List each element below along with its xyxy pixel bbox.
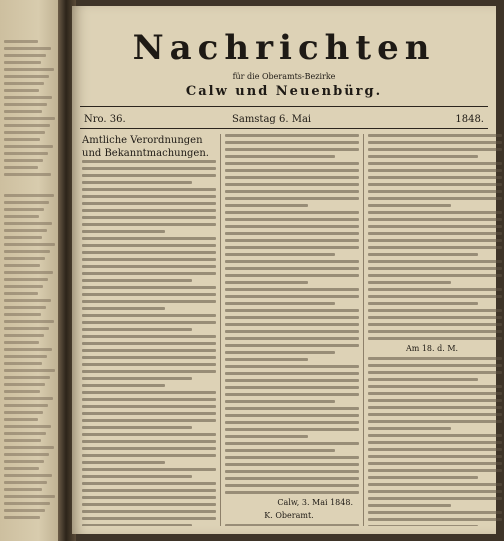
left-page-text-line: [4, 502, 50, 505]
text-line: [368, 232, 502, 235]
text-line: [368, 406, 502, 409]
text-line: [225, 169, 359, 172]
left-page-text-line: [4, 390, 40, 393]
left-page-text-line: [4, 467, 39, 470]
text-line: [82, 356, 216, 359]
column-3-text: [368, 134, 502, 340]
text-line: [82, 468, 216, 471]
text-line: [225, 372, 359, 375]
left-page-text-line: [4, 236, 42, 239]
text-line: [82, 237, 216, 240]
text-line: [225, 267, 359, 270]
header-rule-bottom: [80, 128, 488, 129]
signature-line: K. Oberamt.: [264, 511, 314, 520]
left-page-text-line: [4, 110, 42, 113]
column-divider-1: [220, 134, 221, 526]
left-page-text-line: [4, 446, 54, 449]
text-line: [225, 365, 359, 368]
text-line: [368, 448, 502, 451]
text-line: [82, 398, 216, 401]
text-line: [368, 357, 502, 360]
text-line: [225, 225, 359, 228]
text-line: [368, 497, 502, 500]
text-line: [225, 295, 359, 298]
left-page-text-line: [4, 138, 40, 141]
text-line: [82, 321, 216, 324]
left-page-text-line: [4, 509, 45, 512]
left-page-text-line: [4, 355, 47, 358]
left-page-text-line: [4, 166, 38, 169]
left-page-text-line: [4, 320, 54, 323]
text-line: [82, 510, 216, 513]
text-line: [225, 400, 335, 403]
left-page-text-line: [4, 488, 42, 491]
text-line: [225, 246, 359, 249]
header-rule-top: [80, 106, 488, 107]
left-page-text-line: [4, 89, 39, 92]
left-page-text-line: [4, 103, 47, 106]
newspaper-page: [72, 6, 496, 534]
text-line: [225, 344, 359, 347]
left-page-text-line: [4, 152, 48, 155]
text-line: [368, 274, 502, 277]
left-page-text-line: [4, 432, 46, 435]
text-line: [82, 300, 216, 303]
text-line: [82, 223, 216, 226]
text-line: [82, 328, 192, 331]
text-line: [368, 385, 502, 388]
text-column-3: [368, 134, 502, 526]
text-line: [368, 204, 451, 207]
text-line: [82, 517, 216, 520]
text-line: [225, 155, 335, 158]
left-page-text-line: [4, 75, 49, 78]
text-line: [82, 167, 216, 170]
left-page-text-line: [4, 474, 52, 477]
text-line: [82, 160, 216, 163]
text-line: [368, 253, 478, 256]
left-page-text-line: [4, 131, 45, 134]
text-line: [225, 442, 359, 445]
text-line: [368, 309, 502, 312]
text-line: [368, 518, 502, 521]
left-page-text-line: [4, 40, 38, 43]
text-line: [368, 504, 451, 507]
text-line: [368, 364, 502, 367]
text-line: [225, 232, 359, 235]
text-line: [368, 267, 502, 270]
text-line: [225, 253, 335, 256]
text-line: [225, 190, 359, 193]
text-line: [225, 162, 359, 165]
left-page-text-line: [4, 460, 44, 463]
left-page-text-line: [4, 194, 54, 197]
issue-date: Samstag 6. Mai: [232, 114, 312, 125]
text-column-1: [82, 134, 216, 526]
text-line: [82, 195, 216, 198]
text-line: [82, 454, 216, 457]
text-line: [82, 384, 165, 387]
left-page-text-line: [4, 306, 46, 309]
text-line: [225, 524, 359, 526]
left-page-text-line: [4, 68, 54, 71]
left-page-text-line: [4, 418, 38, 421]
text-line: [225, 141, 359, 144]
text-line: [368, 330, 502, 333]
text-line: [225, 337, 359, 340]
text-line: [82, 216, 216, 219]
masthead-subtitle: für die Oberamts-Bezirke: [232, 72, 336, 81]
place-date-line: Calw, 3. Mai 1848.: [277, 498, 353, 507]
text-line: [368, 511, 502, 514]
text-line: [225, 379, 359, 382]
text-line: [368, 218, 502, 221]
text-line: [82, 475, 192, 478]
text-line: [225, 428, 359, 431]
masthead-places: Calw und Neuenbürg.: [185, 84, 383, 99]
text-line: [82, 314, 216, 317]
text-line: [82, 265, 216, 268]
left-page-text-line: [4, 54, 46, 57]
text-line: [225, 323, 359, 326]
text-line: [82, 496, 216, 499]
text-line: [368, 162, 502, 165]
issue-number: Nro. 36.: [84, 114, 126, 125]
left-page-text-line: [4, 348, 52, 351]
left-page-text-line: [4, 516, 40, 519]
text-line: [82, 447, 216, 450]
text-line: [225, 134, 359, 137]
text-line: [368, 483, 502, 486]
masthead-title: Nachrichten: [132, 28, 436, 68]
text-line: [225, 484, 359, 487]
text-line: [368, 399, 502, 402]
left-page-text-line: [4, 376, 50, 379]
text-line: [82, 363, 216, 366]
text-line: [82, 342, 216, 345]
text-line: [82, 181, 192, 184]
text-line: [225, 358, 308, 361]
left-page-text-line: [4, 208, 44, 211]
section-heading: Amtliche Verordnungen und Bekanntmachungen.: [82, 135, 209, 159]
left-page-text-line: [4, 327, 49, 330]
text-line: [368, 469, 502, 472]
text-line: [82, 293, 216, 296]
text-line: [368, 476, 478, 479]
text-line: [368, 225, 502, 228]
text-line: [225, 316, 359, 319]
text-line: [82, 272, 216, 275]
text-line: [225, 239, 359, 242]
text-line: [225, 435, 308, 438]
text-line: [225, 470, 359, 473]
text-line: [82, 230, 165, 233]
text-line: [368, 239, 502, 242]
text-line: [82, 405, 216, 408]
left-page-edge: [0, 0, 64, 541]
left-page-text-line: [4, 124, 50, 127]
left-page-text-line: [4, 439, 41, 442]
text-line: [82, 433, 216, 436]
left-page-text-line: [4, 159, 43, 162]
left-page-text-line: [4, 243, 55, 246]
text-line: [225, 148, 359, 151]
left-page-text-line: [4, 264, 40, 267]
text-line: [82, 188, 216, 191]
text-line: [368, 176, 502, 179]
text-line: [225, 302, 335, 305]
left-page-text-line: [4, 201, 49, 204]
text-line: [225, 183, 359, 186]
text-line: [225, 414, 359, 417]
text-line: [225, 274, 359, 277]
text-column-2: [225, 134, 359, 526]
text-line: [368, 378, 478, 381]
text-line: [225, 218, 359, 221]
text-line: [368, 316, 502, 319]
text-line: [368, 281, 451, 284]
text-line: [368, 455, 502, 458]
text-line: [368, 434, 502, 437]
left-page-text-line: [4, 61, 41, 64]
text-line: [368, 197, 502, 200]
left-page-text-line: [4, 292, 38, 295]
text-line: [82, 489, 216, 492]
left-page-text-line: [4, 397, 53, 400]
text-line: [368, 441, 502, 444]
text-line: [368, 148, 502, 151]
text-line: [225, 351, 335, 354]
text-line: [368, 134, 502, 137]
left-page-text-line: [4, 173, 51, 176]
text-line: [82, 440, 216, 443]
text-line: [82, 286, 216, 289]
left-page-text-line: [4, 299, 51, 302]
text-line: [82, 335, 216, 338]
left-page-text-line: [4, 362, 42, 365]
text-line: [368, 490, 502, 493]
left-page-text-line: [4, 425, 51, 428]
left-page-text-line: [4, 250, 50, 253]
text-line: [82, 391, 216, 394]
text-line: [82, 412, 216, 415]
text-line: [368, 246, 502, 249]
text-line: [368, 295, 502, 298]
text-line: [368, 337, 502, 340]
left-page-text-line: [4, 495, 55, 498]
text-line: [225, 176, 359, 179]
text-line: [368, 427, 451, 430]
text-line: [368, 420, 502, 423]
left-page-text-line: [4, 313, 41, 316]
text-line: [368, 190, 502, 193]
text-line: [368, 525, 478, 526]
text-line: [225, 211, 359, 214]
text-line: [368, 413, 502, 416]
text-line: [368, 211, 502, 214]
text-line: [368, 288, 502, 291]
text-line: [368, 392, 502, 395]
text-line: [82, 279, 192, 282]
text-line: [82, 202, 216, 205]
left-page-text-line: [4, 278, 48, 281]
text-line: [82, 482, 216, 485]
column-2-text-tail: [225, 524, 359, 526]
left-page-text-line: [4, 404, 48, 407]
text-line: [82, 419, 216, 422]
text-line: [225, 330, 359, 333]
column-2-text: [225, 134, 359, 494]
text-line: [368, 141, 502, 144]
column-1-text: [82, 160, 216, 526]
column-divider-2: [363, 134, 364, 526]
text-line: [225, 456, 359, 459]
text-line: [82, 244, 216, 247]
left-page-text-line: [4, 117, 55, 120]
left-page-text-line: [4, 96, 52, 99]
text-line: [368, 183, 502, 186]
text-line: [82, 349, 216, 352]
text-line: [82, 258, 216, 261]
left-page-text-line: [4, 257, 45, 260]
column-3-text-tail: [368, 357, 502, 526]
text-line: [368, 155, 478, 158]
issue-year: 1848.: [455, 114, 484, 125]
left-page-text-line: [4, 369, 55, 372]
text-line: [225, 407, 359, 410]
text-line: [82, 370, 216, 373]
text-line: [82, 503, 216, 506]
text-line: [82, 251, 216, 254]
left-page-text-line: [4, 453, 49, 456]
text-line: [82, 377, 192, 380]
text-line: [225, 491, 359, 494]
text-line: [225, 309, 359, 312]
text-line: [225, 449, 335, 452]
text-line: [368, 323, 502, 326]
left-page-text-line: [4, 82, 44, 85]
text-line: [368, 302, 478, 305]
left-page-text-line: [4, 285, 43, 288]
text-line: [368, 169, 502, 172]
left-page-text-line: [4, 145, 53, 148]
text-line: [82, 426, 192, 429]
text-line: [82, 307, 165, 310]
left-page-text-line: [4, 481, 47, 484]
column-3-dateline: Am 18. d. M.: [405, 344, 459, 353]
text-line: [225, 197, 359, 200]
text-line: [225, 421, 359, 424]
text-line: [368, 462, 502, 465]
text-line: [82, 461, 165, 464]
text-line: [82, 209, 216, 212]
left-page-text-line: [4, 411, 43, 414]
text-line: [82, 174, 216, 177]
left-page-text-line: [4, 229, 47, 232]
left-page-text-line: [4, 222, 52, 225]
text-line: [368, 371, 502, 374]
text-line: [225, 463, 359, 466]
text-line: [225, 281, 308, 284]
text-line: [225, 288, 359, 291]
left-page-text-line: [4, 341, 39, 344]
text-line: [82, 524, 192, 526]
left-page-text-line: [4, 215, 39, 218]
left-page-text-line: [4, 334, 44, 337]
text-line: [225, 477, 359, 480]
text-line: [225, 260, 359, 263]
left-page-text-line: [4, 271, 53, 274]
text-line: [225, 393, 359, 396]
left-page-text-line: [4, 383, 45, 386]
text-line: [368, 260, 502, 263]
text-line: [225, 386, 359, 389]
text-line: [225, 204, 308, 207]
left-page-text-line: [4, 47, 51, 50]
